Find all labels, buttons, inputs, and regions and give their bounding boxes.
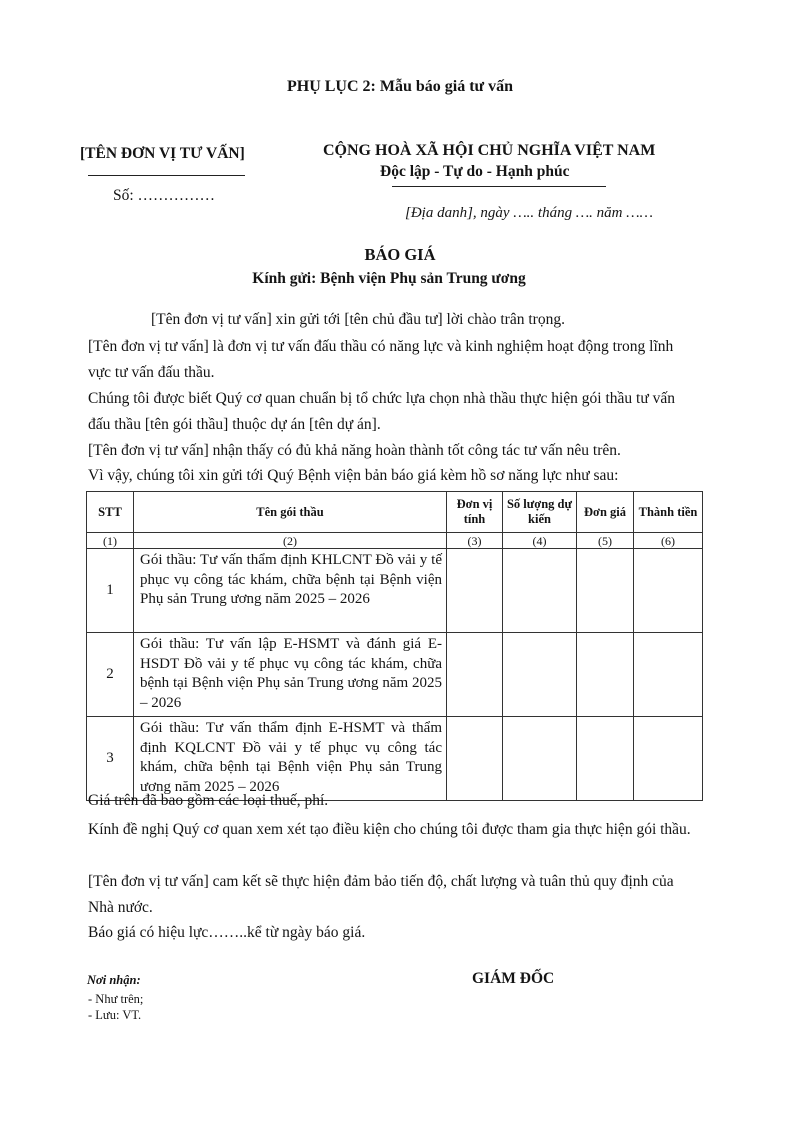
row-total-cell	[634, 549, 703, 633]
header-quantity: Số lượng dự kiến	[503, 492, 577, 533]
row-stt: 3	[87, 717, 134, 801]
unit-name-underline	[88, 175, 245, 176]
row-stt: 1	[87, 549, 134, 633]
row-unit-price-cell	[577, 717, 634, 801]
place-and-date: [Địa danh], ngày ….. tháng …. năm ……	[405, 205, 653, 221]
row-package-name: Gói thầu: Tư vấn lập E-HSMT và đánh giá E-HSDT Đồ vải y tế phục vụ công tác khám, chữa bệnh tại Bệnh viện Phụ sản Trung ương năm 2025 – 2026	[134, 633, 447, 717]
row-package-name: Gói thầu: Tư vấn thẩm định KHLCNT Đồ vải y tế phục vụ công tác khám, chữa bệnh tại Bệnh viện Phụ sản Trung ương năm 2025 – 2026	[134, 549, 447, 633]
national-motto: Độc lập - Tự do - Hạnh phúc	[380, 163, 570, 180]
recipient-line: Kính gửi: Bệnh viện Phụ sản Trung ương	[252, 270, 526, 287]
header-total: Thành tiền	[634, 492, 703, 533]
tax-note: Giá trên đã bao gồm các loại thuế, phí.	[88, 792, 329, 809]
table-row	[87, 633, 703, 717]
header-unit: Đơn vị tính	[447, 492, 503, 533]
row-quantity-cell	[503, 633, 577, 717]
row-unit-cell	[447, 717, 503, 801]
column-number-row	[87, 533, 703, 549]
recipient-item: - Lưu: VT.	[88, 1008, 142, 1022]
row-quantity-cell	[503, 717, 577, 801]
validity-paragraph: Báo giá có hiệu lực……..kể từ ngày báo giá.	[88, 924, 366, 941]
table-row	[87, 549, 703, 633]
header-stt: STT	[87, 492, 134, 533]
recipients-heading: Nơi nhận:	[87, 973, 141, 987]
row-unit-price-cell	[577, 633, 634, 717]
column-number: (5)	[577, 533, 634, 549]
row-total-cell	[634, 717, 703, 801]
header-package-name: Tên gói thầu	[134, 492, 447, 533]
row-total-cell	[634, 633, 703, 717]
submission-paragraph: Vì vậy, chúng tôi xin gửi tới Quý Bệnh viện bản báo giá kèm hồ sơ năng lực như sau:	[88, 467, 619, 484]
column-number: (6)	[634, 533, 703, 549]
request-paragraph: Kính đề nghị Quý cơ quan xem xét tạo điều kiện cho chúng tôi được tham gia thực hiện gói thầu.	[88, 821, 691, 838]
appendix-title: PHỤ LỤC 2: Mẫu báo giá tư vấn	[286, 78, 514, 95]
greeting-paragraph: [Tên đơn vị tư vấn] xin gửi tới [tên chủ đầu tư] lời chào trân trọng.	[151, 311, 565, 328]
document-number: Số: ……………	[113, 187, 216, 204]
country-name: CỘNG HOÀ XÃ HỘI CHỦ NGHĨA VIỆT NAM	[323, 142, 656, 159]
document-title: BÁO GIÁ	[364, 245, 436, 264]
header-unit-price: Đơn giá	[577, 492, 634, 533]
recipient-item: - Như trên;	[88, 992, 144, 1006]
row-stt: 2	[87, 633, 134, 717]
row-quantity-cell	[503, 549, 577, 633]
table-row	[87, 717, 703, 801]
column-number: (2)	[134, 533, 447, 549]
capability-paragraph: [Tên đơn vị tư vấn] là đơn vị tư vấn đấu thầu có năng lực và kinh nghiệm hoạt động trong lĩnh vực tư vấn đấu thầu.	[88, 338, 674, 381]
column-number: (4)	[503, 533, 577, 549]
column-number: (1)	[87, 533, 134, 549]
row-package-name: Gói thầu: Tư vấn thẩm định E-HSMT và thẩm định KQLCNT Đồ vải y tế phục vụ công tác khám, chữa bệnh tại Bệnh viện Phụ sản Trung ương năm 2025 – 2026	[134, 717, 447, 801]
row-unit-cell	[447, 633, 503, 717]
capacity-paragraph: [Tên đơn vị tư vấn] nhận thấy có đủ khả năng hoàn thành tốt công tác tư vấn nêu trên.	[88, 442, 621, 459]
signer-title: GIÁM ĐỐC	[472, 970, 555, 987]
row-unit-price-cell	[577, 549, 634, 633]
awareness-paragraph: Chúng tôi được biết Quý cơ quan chuẩn bị tổ chức lựa chọn nhà thầu thực hiện gói thầu tư vấn đấu thầu [tên gói thầu] thuộc dự án [tên dự án].	[88, 390, 675, 433]
motto-underline	[392, 186, 606, 187]
consultant-unit-name: [TÊN ĐƠN VỊ TƯ VẤN]	[80, 145, 245, 162]
table-header-row	[87, 492, 703, 533]
column-number: (3)	[447, 533, 503, 549]
commitment-paragraph: [Tên đơn vị tư vấn] cam kết sẽ thực hiện đảm bảo tiến độ, chất lượng và tuân thủ quy định của Nhà nước.	[88, 873, 674, 916]
row-unit-cell	[447, 549, 503, 633]
quotation-table	[86, 491, 703, 801]
